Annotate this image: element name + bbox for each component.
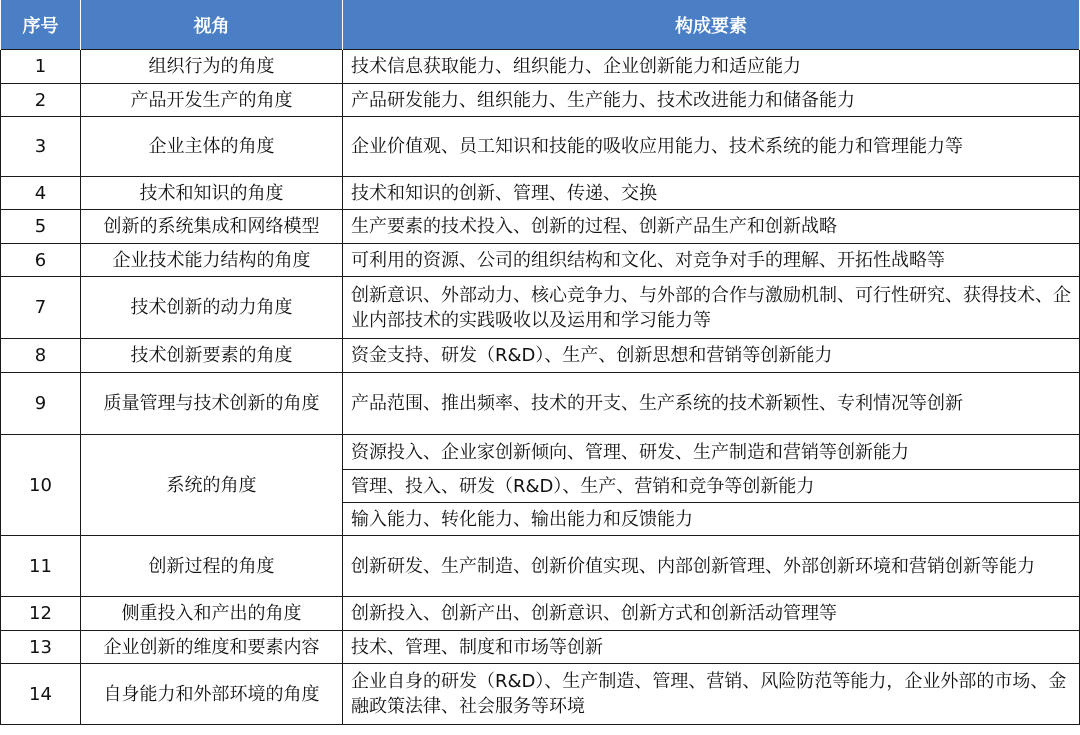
header-elements: 构成要素 xyxy=(343,0,1080,50)
row-perspective: 产品开发生产的角度 xyxy=(81,84,343,117)
header-no: 序号 xyxy=(1,0,81,50)
row-elements: 企业自身的研发（R&D）、生产制造、管理、营销、风险防范等能力，企业外部的市场、金融政策法律、社会服务等环境 xyxy=(343,664,1080,725)
row-perspective: 创新过程的角度 xyxy=(81,536,343,597)
row-perspective: 技术创新要素的角度 xyxy=(81,339,343,373)
row-elements: 产品研发能力、组织能力、生产能力、技术改进能力和储备能力 xyxy=(343,84,1080,117)
row-number: 13 xyxy=(1,631,81,664)
table-body xyxy=(1,50,1080,725)
row-elements: 可利用的资源、公司的组织结构和文化、对竞争对手的理解、开拓性战略等 xyxy=(343,244,1080,277)
row-perspective: 侧重投入和产出的角度 xyxy=(81,597,343,631)
row-number: 6 xyxy=(1,244,81,277)
table-row xyxy=(1,373,1080,435)
table-row xyxy=(1,277,1080,339)
table-row xyxy=(1,50,1080,84)
row-elements: 资源投入、企业家创新倾向、管理、研发、生产制造和营销等创新能力 xyxy=(343,435,1080,470)
row-number: 1 xyxy=(1,50,81,84)
table-row xyxy=(1,435,1080,470)
table-row xyxy=(1,117,1080,177)
row-elements: 产品范围、推出频率、技术的开支、生产系统的技术新颖性、专利情况等创新 xyxy=(343,373,1080,435)
row-elements: 技术信息获取能力、组织能力、企业创新能力和适应能力 xyxy=(343,50,1080,84)
table-row xyxy=(1,536,1080,597)
row-elements: 生产要素的技术投入、创新的过程、创新产品生产和创新战略 xyxy=(343,210,1080,244)
table-row xyxy=(1,210,1080,244)
row-number: 12 xyxy=(1,597,81,631)
row-number: 9 xyxy=(1,373,81,435)
row-elements: 企业价值观、员工知识和技能的吸收应用能力、技术系统的能力和管理能力等 xyxy=(343,117,1080,177)
row-number: 8 xyxy=(1,339,81,373)
row-number: 4 xyxy=(1,177,81,210)
row-elements: 资金支持、研发（R&D）、生产、创新思想和营销等创新能力 xyxy=(343,339,1080,373)
row-elements: 管理、投入、研发（R&D）、生产、营销和竞争等创新能力 xyxy=(343,470,1080,503)
row-perspective: 系统的角度 xyxy=(81,435,343,536)
row-number: 11 xyxy=(1,536,81,597)
row-perspective: 自身能力和外部环境的角度 xyxy=(81,664,343,725)
header-perspective: 视角 xyxy=(81,0,343,50)
row-elements: 技术、管理、制度和市场等创新 xyxy=(343,631,1080,664)
row-perspective: 企业技术能力结构的角度 xyxy=(81,244,343,277)
table-row xyxy=(1,84,1080,117)
row-number: 2 xyxy=(1,84,81,117)
table-row xyxy=(1,177,1080,210)
row-number: 7 xyxy=(1,277,81,339)
row-number: 5 xyxy=(1,210,81,244)
table-row xyxy=(1,631,1080,664)
row-perspective: 技术创新的动力角度 xyxy=(81,277,343,339)
row-elements: 创新意识、外部动力、核心竞争力、与外部的合作与激励机制、可行性研究、获得技术、企业内部技术的实践吸收以及运用和学习能力等 xyxy=(343,277,1080,339)
row-perspective: 组织行为的角度 xyxy=(81,50,343,84)
table-row xyxy=(1,597,1080,631)
row-perspective: 质量管理与技术创新的角度 xyxy=(81,373,343,435)
table-row xyxy=(1,664,1080,725)
table-row xyxy=(1,339,1080,373)
row-number: 14 xyxy=(1,664,81,725)
header-row xyxy=(1,0,1080,50)
row-elements: 技术和知识的创新、管理、传递、交换 xyxy=(343,177,1080,210)
table-row xyxy=(1,244,1080,277)
row-number: 10 xyxy=(1,435,81,536)
row-perspective: 企业创新的维度和要素内容 xyxy=(81,631,343,664)
row-number: 3 xyxy=(1,117,81,177)
row-perspective: 创新的系统集成和网络模型 xyxy=(81,210,343,244)
row-elements: 输入能力、转化能力、输出能力和反馈能力 xyxy=(343,503,1080,536)
row-perspective: 技术和知识的角度 xyxy=(81,177,343,210)
row-perspective: 企业主体的角度 xyxy=(81,117,343,177)
row-elements: 创新投入、创新产出、创新意识、创新方式和创新活动管理等 xyxy=(343,597,1080,631)
row-elements: 创新研发、生产制造、创新价值实现、内部创新管理、外部创新环境和营销创新等能力 xyxy=(343,536,1080,597)
